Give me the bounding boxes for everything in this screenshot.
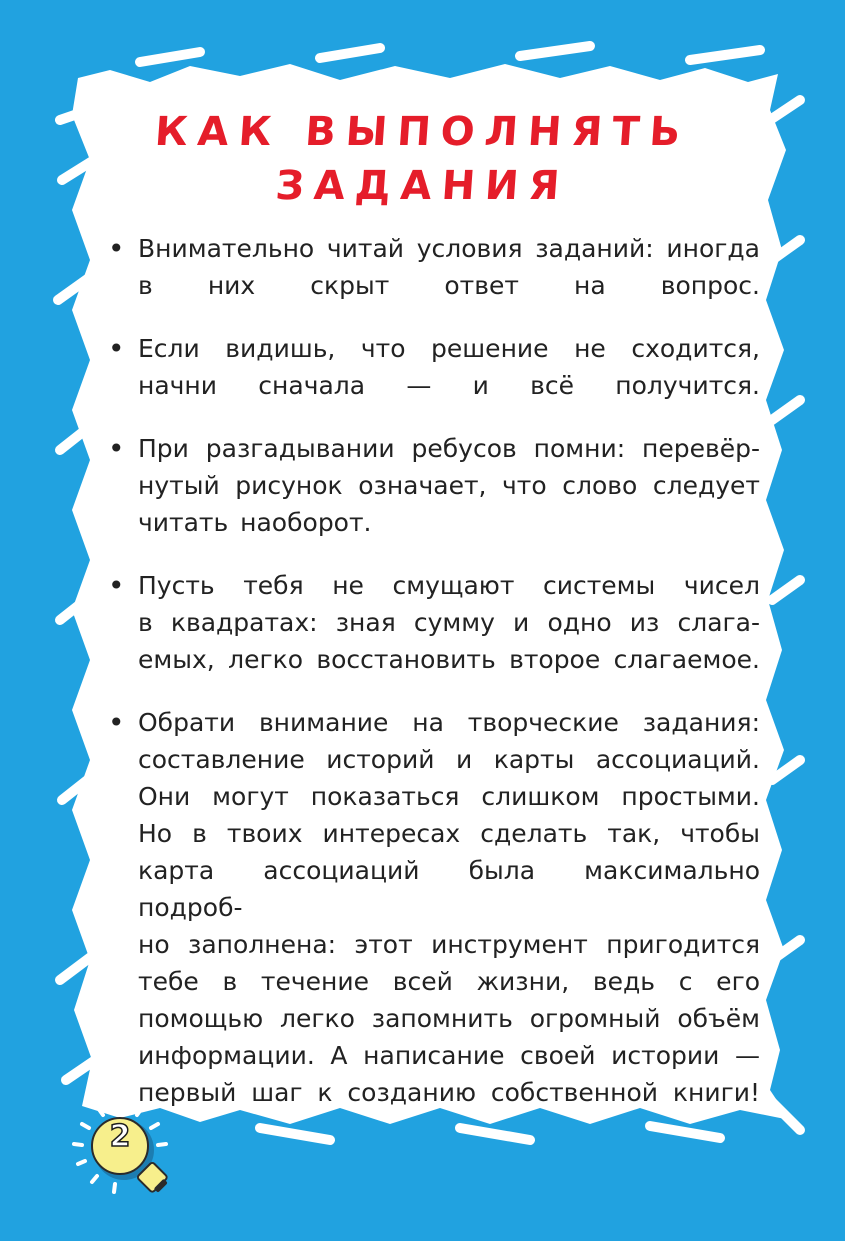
list-item-line: При разгадывании ребусов помни: перевёр-: [138, 434, 760, 463]
list-item: [100, 230, 760, 304]
list-item-line: Они могут показаться слишком простыми.: [138, 782, 760, 811]
bullet: •: [108, 432, 125, 465]
page-number: 2: [109, 1119, 131, 1154]
list-item-line: в квадратах: зная сумму и одно из слага-: [138, 608, 760, 637]
bullet: •: [108, 232, 125, 265]
list-item-line: Внимательно читай условия заданий: иногда: [138, 234, 760, 263]
list-item-line: первый шаг к созданию собственной книги!: [138, 1078, 760, 1107]
list-item: [100, 704, 760, 1111]
instructions-list: [100, 230, 760, 1137]
list-item: [100, 567, 760, 678]
bullet: •: [108, 569, 125, 602]
list-item-line: Если видишь, что решение не сходится,: [138, 334, 760, 363]
list-item-line: Пусть тебя не смущают системы чисел: [138, 571, 760, 600]
list-item-line: но заполнена: этот инструмент пригодится: [138, 930, 760, 959]
list-item-line: нутый рисунок означает, что слово следует: [138, 471, 760, 500]
list-item-line: тебе в течение всей жизни, ведь с его: [138, 967, 760, 996]
bullet: •: [108, 706, 125, 739]
list-item-line: составление историй и карты ассоциаций.: [138, 745, 760, 774]
list-item-line: карта ассоциаций была максимально подроб-: [138, 856, 760, 922]
list-item-line: емых, легко восстановить второе слагаемое.: [138, 645, 760, 674]
list-item-line: начни сначала — и всё получится.: [138, 371, 760, 400]
list-item: [100, 430, 760, 541]
page-title-line1: КАК ВЫПОЛНЯТЬ: [153, 109, 692, 155]
list-item-line: информации. А написание своей истории —: [138, 1041, 760, 1070]
list-item-line: читать наоборот.: [138, 508, 372, 537]
page-title-line2: ЗАДАНИЯ: [274, 163, 571, 209]
list-item-line: Обрати внимание на творческие задания:: [138, 708, 760, 737]
list-item: [100, 330, 760, 404]
list-item-line: Но в твоих интересах сделать так, чтобы: [138, 819, 760, 848]
list-item-line: в них скрыт ответ на вопрос.: [138, 271, 760, 300]
bullet: •: [108, 332, 125, 365]
list-item-line: помощью легко запомнить огромный объём: [138, 1004, 760, 1033]
